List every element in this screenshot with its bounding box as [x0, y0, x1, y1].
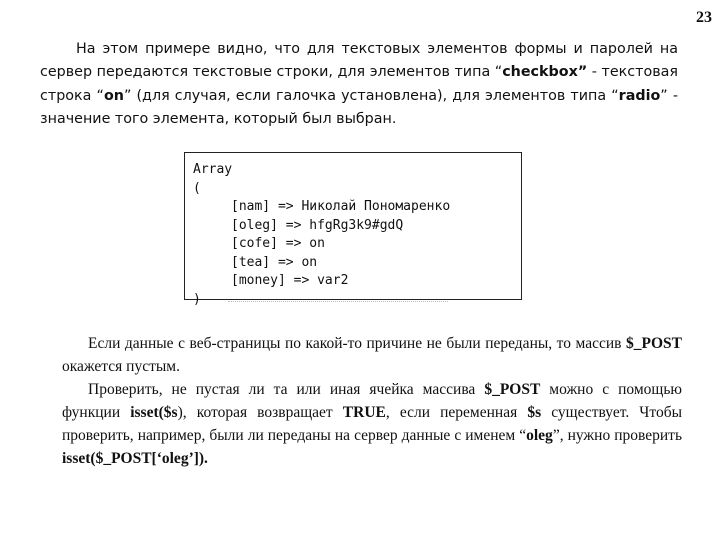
- text-run: ” - значение того элемента, который был выбран.: [40, 87, 678, 127]
- paragraph-empty-post: [62, 332, 682, 378]
- text-run: На этом примере видно, что для текстовых элементов формы и паролей на сервер передаются текстовые строки, для элементов типа “: [40, 41, 678, 81]
- code-line: [tea] => on: [231, 254, 318, 270]
- keyword-post: $_POST: [626, 335, 682, 352]
- code-line: (: [193, 180, 201, 196]
- code-line: [oleg] => hfgRg3k9#gdQ: [231, 217, 404, 233]
- code-line: [money] => var2: [231, 273, 349, 288]
- text-run: окажется пустым.: [62, 358, 180, 375]
- paragraph-isset: [62, 378, 682, 470]
- keyword-true: TRUE: [342, 404, 386, 421]
- keyword-on: on: [103, 87, 124, 104]
- text-run: ), которая возвращает: [177, 404, 343, 421]
- code-line: ): [193, 291, 201, 307]
- text-run: ” (для случая, если галочка установлена), для элементов типа “: [123, 87, 619, 104]
- code-line: [nam] => Николай Пономаренко: [231, 199, 451, 214]
- code-line: [cofe] => on: [231, 236, 325, 251]
- keyword-isset: isset($s: [130, 404, 178, 421]
- text-run: - текстовая строка “: [40, 64, 679, 104]
- code-output-box: [184, 152, 522, 307]
- keyword-variable: $s: [527, 404, 542, 421]
- keyword-radio: radio: [618, 87, 661, 104]
- divider: [228, 301, 448, 306]
- code-line: Array: [193, 162, 233, 177]
- keyword-oleg: oleg: [526, 427, 553, 444]
- text-run: Если данные с веб-страницы по какой-то причине не были переданы, то массив: [88, 335, 627, 352]
- keyword-checkbox: checkbox”: [502, 64, 588, 81]
- keyword-isset-call: isset($_POST[‘oleg’]).: [62, 450, 208, 467]
- paragraph-intro: [40, 38, 678, 131]
- keyword-post: $_POST: [484, 381, 541, 398]
- text-run: , если переменная: [385, 404, 528, 421]
- text-run: существует. Чтобы проверить, например, были ли переданы на сервер данные с именем “: [62, 404, 682, 444]
- text-run: можно с помощью функции: [62, 381, 682, 421]
- text-run: Проверить, не пустая ли та или иная ячейка массива: [88, 381, 485, 398]
- text-run: ”, нужно проверить: [552, 427, 683, 444]
- page-number: 23: [696, 9, 712, 26]
